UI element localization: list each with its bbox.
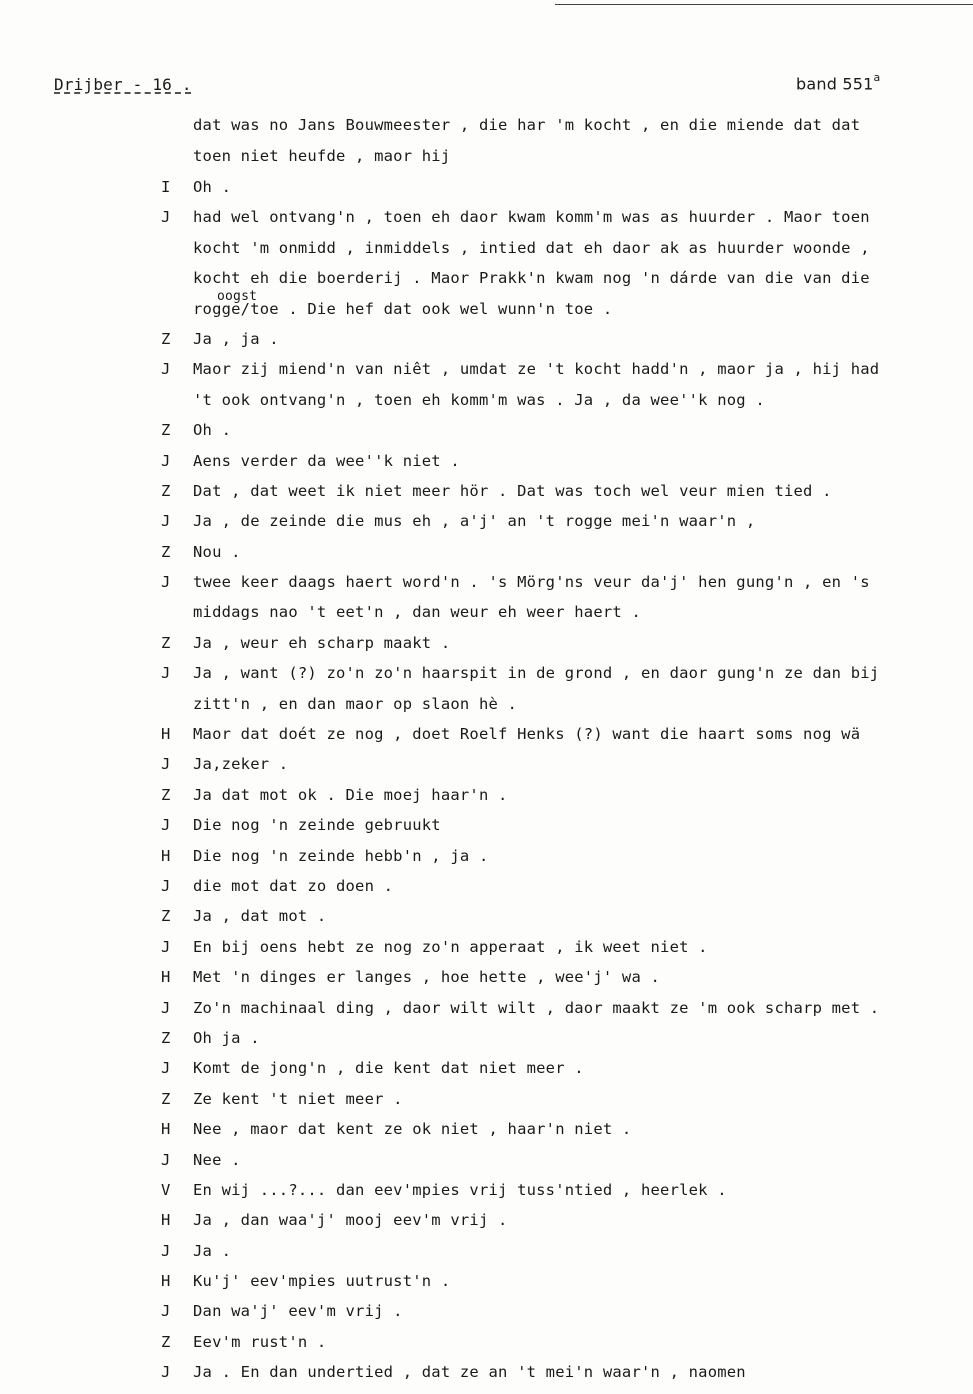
line-text: Ze kent 't niet meer . — [193, 1089, 403, 1108]
top-rule — [555, 4, 973, 5]
line-text: Oh . — [193, 178, 232, 196]
speaker-label: Z — [161, 1028, 171, 1047]
line-text: Die nog 'n zeinde hebb'n , ja . — [193, 846, 489, 865]
transcript-line — [0, 1179, 973, 1209]
line-text: Oh . — [193, 421, 232, 440]
speaker-label: Z — [161, 1332, 171, 1351]
line-text: Ja , ja . — [193, 329, 279, 348]
speaker-label: J — [161, 360, 171, 379]
speaker-label: Z — [161, 907, 171, 926]
intro-line: dat was no Jans Bouwmeester , die har 'm kocht , en die miende dat dat — [193, 116, 861, 134]
speaker-label: J — [161, 573, 171, 592]
transcript-line — [0, 267, 973, 297]
transcript-line — [0, 1361, 973, 1391]
transcript-line — [0, 693, 973, 723]
speaker-label: H — [161, 725, 171, 744]
transcript-line — [0, 1149, 973, 1179]
line-text: Maor zij miend'n van niêt , umdat ze 't kocht hadd'n , maor ja , hij had — [193, 360, 880, 379]
speaker-label: J — [161, 1059, 171, 1078]
line-text: Oh ja . — [193, 1028, 260, 1047]
transcript-line — [0, 541, 973, 571]
line-text: Eev'm rust'n . — [193, 1332, 327, 1351]
line-text: Maor dat doét ze nog , doet Roelf Henks (?) want die haart soms nog wä — [193, 725, 861, 744]
line-text: 't ook ontvang'n , toen eh komm'm was . Ja , da wee''k nog . — [193, 390, 765, 409]
line-text: zitt'n , en dan maor op slaon hè . — [193, 694, 518, 713]
line-text: Dat , dat weet ik niet meer hör . Dat was toch wel veur mien tied . — [193, 481, 832, 500]
page-header-right — [796, 73, 880, 93]
transcript-line — [0, 753, 973, 783]
line-text: Komt de jong'n , die kent dat niet meer . — [193, 1059, 584, 1078]
line-text: had wel ontvang'n , toen eh daor kwam komm'm was as huurder . Maor toen — [193, 208, 870, 227]
line-text: kocht 'm onmidd , inmiddels , intied dat eh daor ak as huurder woonde , — [193, 238, 870, 257]
transcript-line — [0, 389, 973, 419]
speaker-label: J — [161, 1150, 171, 1169]
speaker-label: J — [161, 755, 171, 774]
speaker-label: Z — [161, 633, 171, 652]
transcript-line — [0, 662, 973, 692]
transcript-line — [0, 1057, 973, 1087]
transcript-line — [0, 237, 973, 267]
transcript-line — [0, 905, 973, 935]
transcript-line — [0, 1331, 973, 1361]
line-text: Zo'n machinaal ding , daor wilt wilt , daor maakt ze 'm ook scharp met . — [193, 998, 880, 1017]
transcript-line — [0, 480, 973, 510]
transcript-line — [0, 966, 973, 996]
band-label: band 551 — [796, 74, 874, 94]
transcript-line — [0, 450, 973, 480]
intro-line: toen niet heufde , maor hij — [193, 147, 451, 165]
transcript-line — [0, 875, 973, 905]
transcript-line — [0, 814, 973, 844]
speaker-label: H — [161, 968, 171, 987]
transcript-line — [0, 845, 973, 875]
speaker-label: J — [161, 664, 171, 683]
line-text: Ja , want (?) zo'n zo'n haarspit in de grond , en daor gung'n ze dan bij — [193, 664, 880, 683]
speaker-label: J — [161, 1302, 171, 1321]
speaker-label: Z — [161, 542, 171, 561]
transcript-line — [0, 784, 973, 814]
line-text: kocht eh die boerderij . Maor Prakk'n kwam nog 'n dárde van die van die — [193, 269, 870, 288]
band-suffix: a — [873, 71, 881, 84]
transcript-line — [0, 632, 973, 662]
transcript-line — [0, 1209, 973, 1239]
speaker-label: J — [161, 937, 171, 956]
line-text: Aens verder da wee''k niet . — [193, 451, 460, 470]
speaker-label: I — [161, 178, 171, 196]
transcript-line — [0, 288, 973, 328]
speaker-label: J — [161, 512, 171, 531]
line-text: Ku'j' eev'mpies uutrust'n . — [193, 1272, 451, 1291]
speaker-label: H — [161, 1272, 171, 1291]
line-text: Ja . — [193, 1241, 232, 1260]
line-text: Ja dat mot ok . Die moej haar'n . — [193, 785, 508, 804]
line-text: Ja , dan waa'j' mooj eev'm vrij . — [193, 1211, 508, 1230]
speaker-label: Z — [161, 421, 171, 440]
line-text: twee keer daags haert word'n . 's Mörg'ns veur da'j' hen gung'n , en 's — [193, 573, 870, 592]
transcript-line — [0, 206, 973, 236]
transcript-line — [0, 328, 973, 358]
speaker-label: Z — [161, 481, 171, 500]
line-text: Ja . En dan undertied , dat ze an 't mei'n waar'n , naomen — [193, 1363, 746, 1382]
line-text: En wij ...?... dan eev'mpies vrij tuss'ntied , heerlek . — [193, 1180, 727, 1199]
line-text: Nou . — [193, 542, 241, 561]
intro-text — [193, 114, 953, 176]
transcript-line — [0, 571, 973, 601]
page-header-left: Drijber - 16 . — [54, 75, 192, 94]
line-text: Nee . — [193, 1150, 241, 1169]
line-text: rogge/toe . Die hef dat ook wel wunn'n toe . — [193, 299, 613, 318]
speaker-label: J — [161, 876, 171, 895]
speaker-label: V — [161, 1180, 171, 1199]
transcript-line — [0, 601, 973, 631]
line-text: Met 'n dinges er langes , hoe hette , wee'j' wa . — [193, 968, 661, 987]
speaker-label: H — [161, 1211, 171, 1230]
speaker-label: Z — [161, 785, 171, 804]
speaker-label: J — [161, 208, 171, 227]
transcript-line — [0, 1240, 973, 1270]
speaker-label: J — [161, 1241, 171, 1260]
line-text: Nee , maor dat kent ze ok niet , haar'n niet . — [193, 1120, 632, 1139]
interlinear-note: oogst — [217, 288, 258, 304]
speaker-label: J — [161, 998, 171, 1017]
transcript-line — [0, 723, 973, 753]
transcript-line — [0, 1118, 973, 1148]
transcript-line — [0, 997, 973, 1027]
transcript-line — [0, 510, 973, 540]
speaker-label: J — [161, 1363, 171, 1382]
line-text: Ja , weur eh scharp maakt . — [193, 633, 451, 652]
speaker-label: H — [161, 846, 171, 865]
transcript-line — [0, 1300, 973, 1330]
line-text: Ja , de zeinde die mus eh , a'j' an 't rogge mei'n waar'n , — [193, 512, 756, 531]
line-text: die mot dat zo doen . — [193, 876, 394, 895]
line-text: Dan wa'j' eev'm vrij . — [193, 1302, 403, 1321]
speaker-label: J — [161, 816, 171, 835]
line-text: En bij oens hebt ze nog zo'n apperaat , ik weet niet . — [193, 937, 708, 956]
speaker-label: Z — [161, 1089, 171, 1108]
line-text: Ja , dat mot . — [193, 907, 327, 926]
line-text: Ja,zeker . — [193, 755, 289, 774]
transcript-line — [0, 1027, 973, 1057]
transcript-line — [0, 936, 973, 966]
transcript-line — [0, 419, 973, 449]
speaker-label: Z — [161, 329, 171, 348]
line-text: Die nog 'n zeinde gebruukt — [193, 816, 441, 835]
transcript-line — [0, 358, 973, 388]
transcript-line — [0, 1088, 973, 1118]
transcript-line — [0, 1270, 973, 1300]
transcript — [0, 176, 973, 1392]
speaker-label: H — [161, 1120, 171, 1139]
transcript-line — [0, 176, 973, 206]
speaker-label: J — [161, 451, 171, 470]
line-text: middags nao 't eet'n , dan weur eh weer haert . — [193, 603, 641, 622]
